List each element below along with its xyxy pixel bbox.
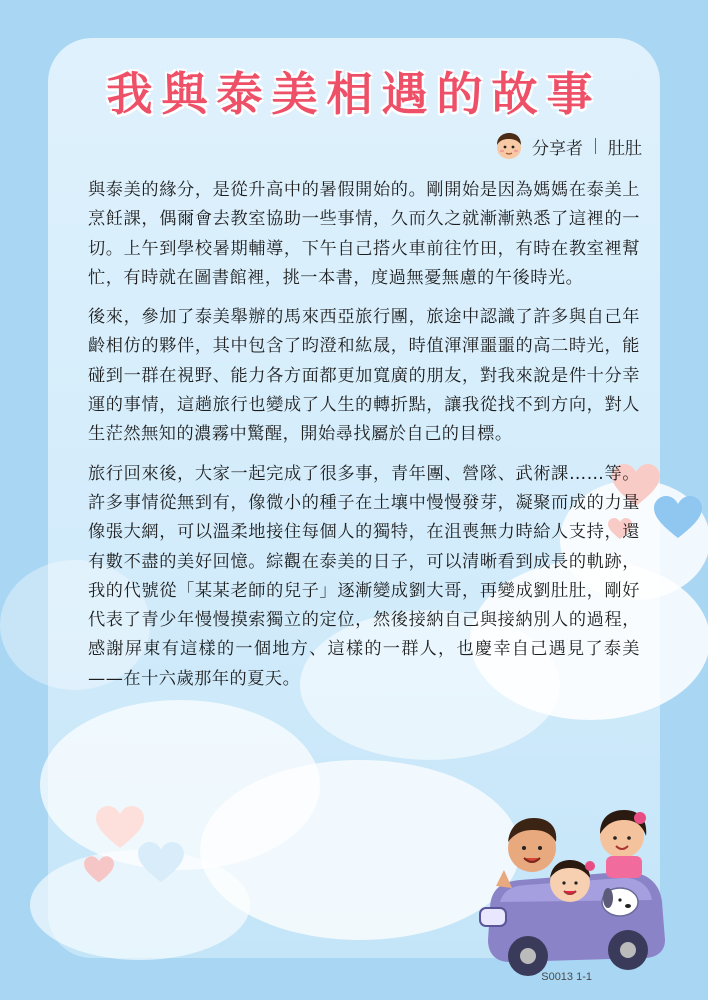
paragraph-3: 旅行回來後，大家一起完成了很多事，青年團、營隊、武術課……等。許多事情從無到有，像微小的種子在土壤中慢慢發芽，凝聚而成的力量像張大網，可以溫柔地接住每個人的獨特，在沮喪無力時給人支持，還有數不盡的美好回憶。綜觀在泰美的日子，可以清晰看到成長的軌跡，我的代號從「某某老師的兒子」逐漸變成劉大哥，再變成劉肚肚，剛好代表了青少年慢慢摸索獨立的定位，然後接納自己與接納別人的過程，感謝屏東有這樣的一個地方、這樣的一群人，也慶幸自己遇見了泰美——在十六歲那年的夏天。 xyxy=(88,463,640,689)
heart-icon xyxy=(654,496,702,540)
family-in-car-illustration xyxy=(470,790,670,980)
page-title: 我與泰美相遇的故事 xyxy=(106,67,602,121)
author-name: 肚肚 xyxy=(608,138,642,159)
author-label: 分享者 xyxy=(532,138,583,159)
author-divider xyxy=(595,138,596,154)
author-line xyxy=(494,132,642,160)
heart-icon xyxy=(84,856,114,884)
story-body xyxy=(88,176,640,704)
heart-icon xyxy=(138,842,184,884)
boy-face-icon xyxy=(494,132,524,160)
paragraph-1: 與泰美的緣分，是從升高中的暑假開始的。剛開始是因為媽媽在泰美上烹飪課，偶爾會去教室協助一些事情，久而久之就漸漸熟悉了這裡的一切。上午到學校暑期輔導，下午自己搭火車前往竹田，有時在教室裡幫忙，有時就在圖書館裡，挑一本書，度過無憂無慮的午後時光。 xyxy=(88,180,640,288)
paragraph-2: 後來，參加了泰美舉辦的馬來西亞旅行團，旅途中認識了許多與自己年齡相仿的夥伴，其中包含了昀澄和紘晟，時值渾渾噩噩的高二時光，能碰到一群在視野、能力各方面都更加寬廣的朋友，對我來說是件十分幸運的事情，這趟旅行也變成了人生的轉折點，讓我從找不到方向，對人生茫然無知的濃霧中驚醒，開始尋找屬於自己的目標。 xyxy=(88,307,640,445)
page-code: S0013 1-1 xyxy=(541,971,592,983)
heart-icon xyxy=(96,806,144,850)
